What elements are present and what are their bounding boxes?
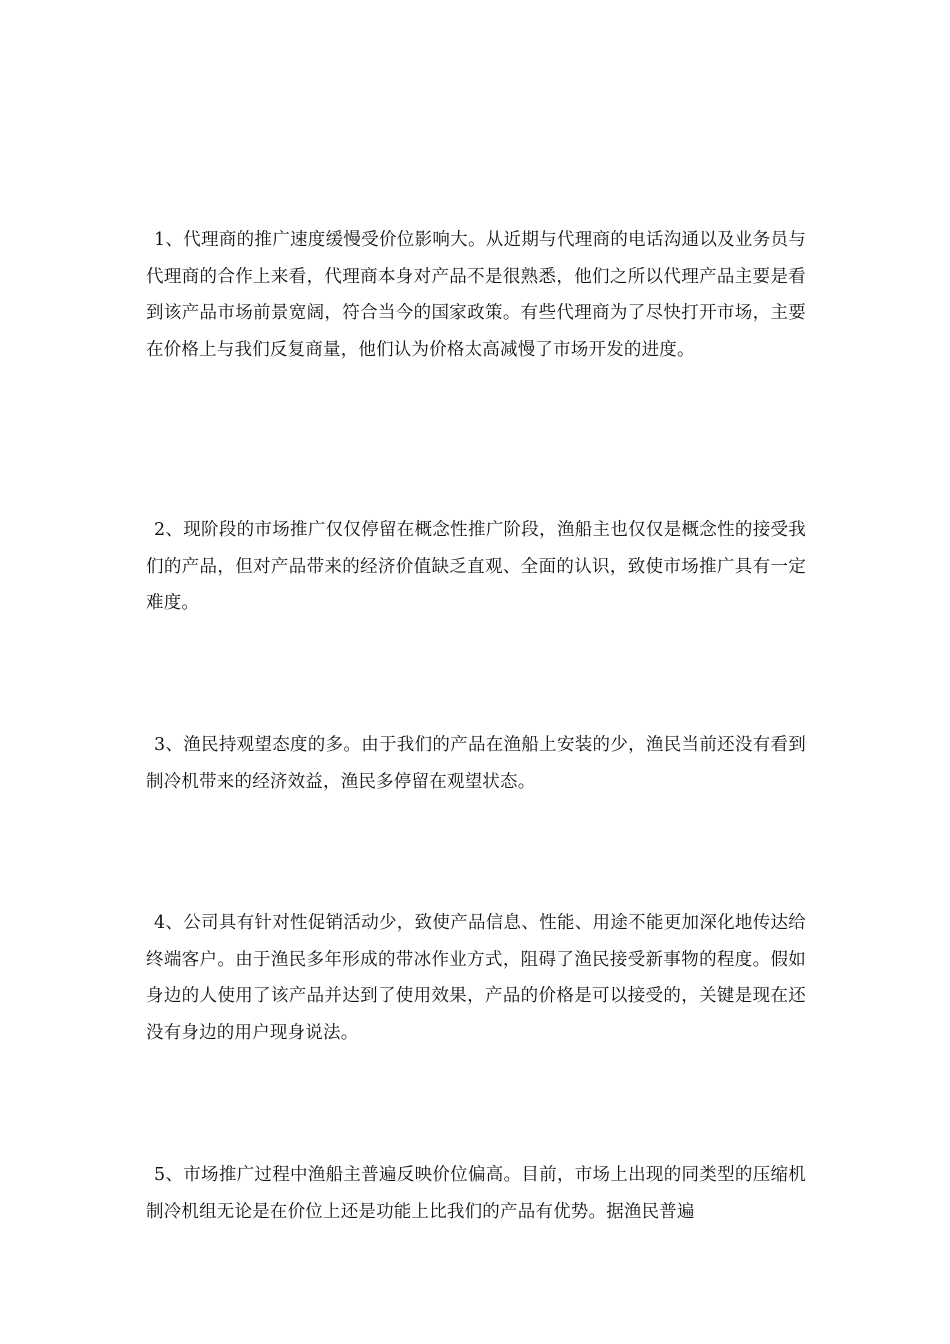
paragraph-5: 5、市场推广过程中渔船主普遍反映价位偏高。目前，市场上出现的同类型的压缩机制冷机组无论是在价位上还是功能上比我们的产品有优势。据渔民普遍 <box>146 1165 806 1222</box>
paragraph-2: 2、现阶段的市场推广仅仅停留在概念性推广阶段，渔船主也仅仅是概念性的接受我们的产品，但对产品带来的经济价值缺乏直观、全面的认识，致使市场推广具有一定难度。 <box>146 520 806 613</box>
paragraph-4: 4、公司具有针对性促销活动少，致使产品信息、性能、用途不能更加深化地传达给终端客户。由于渔民多年形成的带冰作业方式，阻碍了渔民接受新事物的程度。假如身边的人使用了该产品并达到了使用效果，产品的价格是可以接受的，关键是现在还没有身边的用户现身说法。 <box>146 913 806 1043</box>
paragraph-1: 1、代理商的推广速度缓慢受价位影响大。从近期与代理商的电话沟通以及业务员与代理商的合作上来看，代理商本身对产品不是很熟悉，他们之所以代理产品主要是看到该产品市场前景宽阔，符合当今的国家政策。有些代理商为了尽快打开市场，主要在价格上与我们反复商量，他们认为价格太高减慢了市场开发的进度。 <box>146 230 806 360</box>
paragraph-3: 3、渔民持观望态度的多。由于我们的产品在渔船上安装的少，渔民当前还没有看到制冷机带来的经济效益，渔民多停留在观望状态。 <box>146 735 806 792</box>
